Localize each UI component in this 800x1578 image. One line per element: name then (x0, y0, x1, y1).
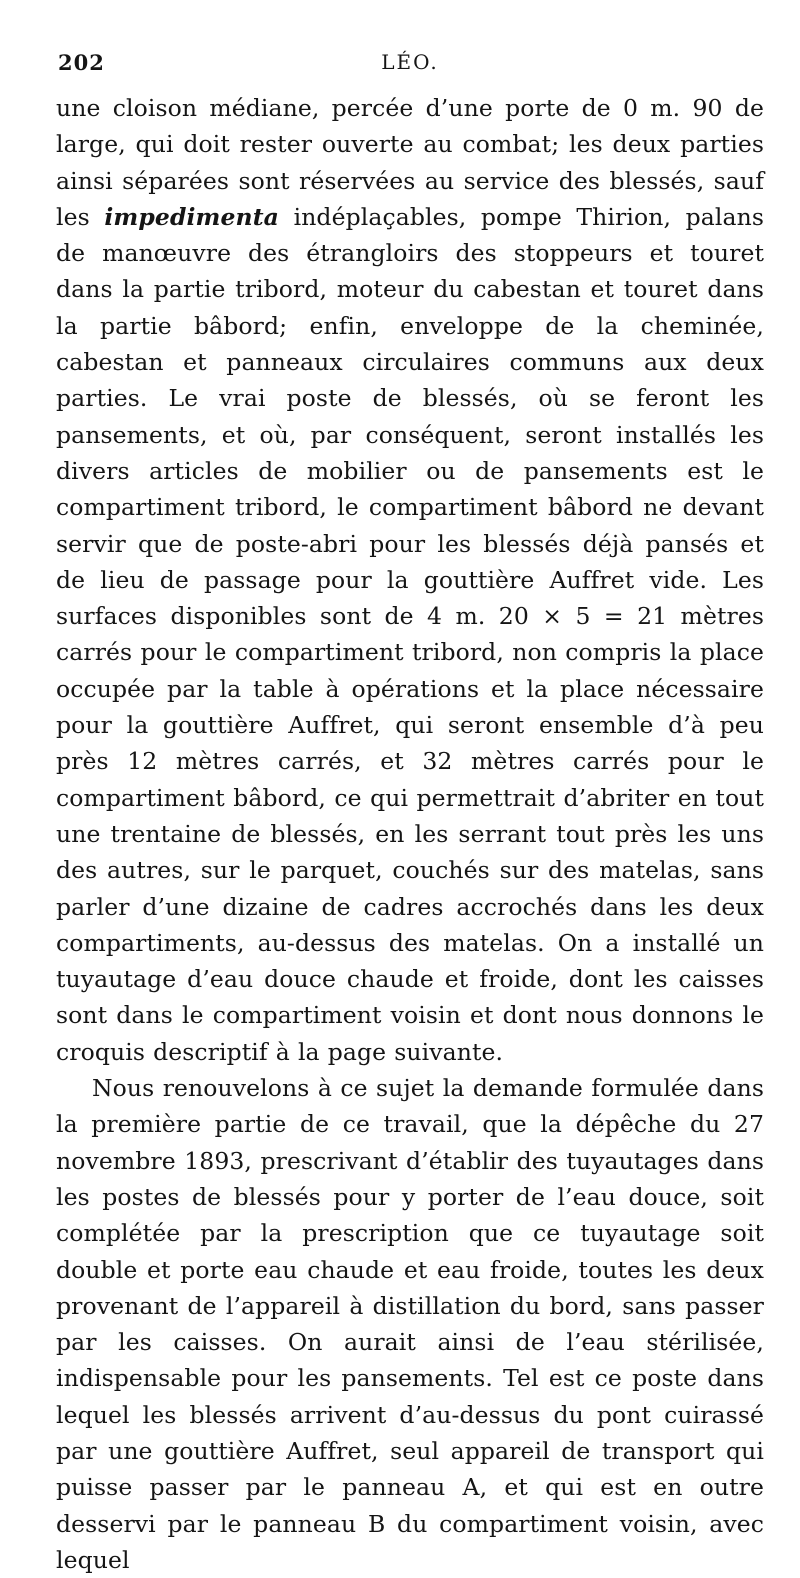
paragraph-1-rest: indéplaçables, pompe Thirion, palans de manœuvre des étrangloirs des stoppeurs et touret dans la partie tribord, moteur du cabestan et touret dans la partie bâbord; enfin, enveloppe de la cheminée, cabestan et panneaux circulaires communs aux deux parties. Le vrai poste de blessés, où se feront les pansements, et où, par conséquent, seront installés les divers articles de mobilier ou de pansements est le compartiment tribord, le compartiment bâbord ne devant servir que de poste-abri pour les blessés déjà pansés et de lieu de passage pour la gouttière Auffret vide. Les surfaces disponibles sont de 4 m. 20 × 5 = 21 mètres carrés pour le compartiment tribord, non compris la place occupée par la table à opérations et la place nécessaire pour la gouttière Auffret, qui seront ensemble d’à peu près 12 mètres carrés, et 32 mètres carrés pour le compartiment bâbord, ce qui permettrait d’abriter en tout une trentaine de blessés, en les serrant tout près les uns des autres, sur le parquet, couchés sur des matelas, sans parler d’une dizaine de cadres accrochés dans les deux compartiments, au-dessus des matelas. On a installé un tuyautage d’eau douce chaude et froide, dont les caisses sont dans le compartiment voisin et dont nous donnons le croquis descriptif à la page suivante. (56, 202, 764, 1066)
paragraph-2: Nous renouvelons à ce sujet la demande formulée dans la première partie de ce travail, que la dépêche du 27 novembre 1893, prescrivant d’établir des tuyautages dans les postes de blessés pour y porter de l’eau douce, soit complétée par la prescription que ce tuyautage soit double et porte eau chaude et eau froide, toutes les deux provenant de l’appareil à distillation du bord, sans passer par les caisses. On aurait ainsi de l’eau stérilisée, indispensable pour les pansements. Tel est ce poste dans lequel les blessés arrivent d’au-dessus du pont cuirassé par une gouttière Auffret, seul appareil de transport qui puisse passer par le panneau A, et qui est en outre desservi par le panneau B du compartiment voisin, avec lequel (56, 1074, 764, 1574)
page-number: 202 (58, 50, 105, 75)
paragraph-1-start: une cloison médiane, percée d’une porte de 0 m. 90 de large, qui doit rester ouverte au combat; les deux parties ainsi séparées sont réservées au service des blessés, sauf les (56, 94, 764, 231)
running-title: LÉO. (381, 50, 439, 74)
paragraph-1 (56, 90, 764, 1070)
page-header (56, 50, 764, 90)
body-text (56, 90, 764, 1578)
emphasized-term: impedimenta (104, 202, 279, 231)
